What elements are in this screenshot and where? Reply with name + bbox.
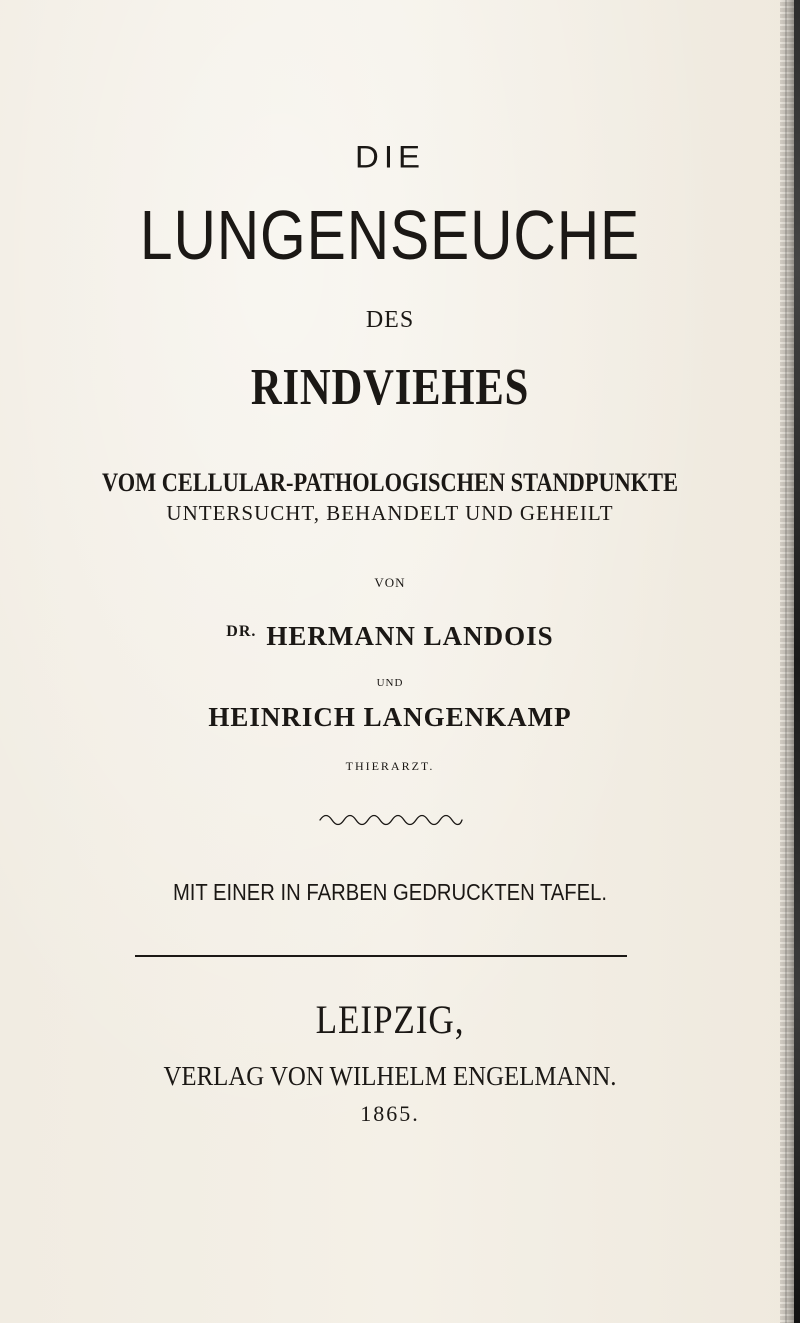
publisher-line: VERLAG VON WILHELM ENGELMANN. (163, 1061, 617, 1091)
horizontal-rule (135, 955, 627, 957)
publication-city: LEIPZIG, (315, 997, 465, 1042)
author-two-profession: THIERARZT. (345, 759, 435, 773)
genitive-heading: DES (365, 307, 415, 333)
publication-year: 1865. (360, 1101, 420, 1126)
subject-title: RINDVIEHES (250, 359, 530, 416)
perspective-subtitle: VOM CELLULAR-PATHOLOGISCHEN STANDPUNKTE (101, 468, 679, 497)
by-label: VON (374, 575, 406, 590)
decorative-ornament (318, 808, 464, 828)
author-two-name: HEINRICH LANGENKAMP (208, 702, 572, 732)
author-one-name: HERMANN LANDOIS (266, 621, 554, 651)
and-label: UND (376, 677, 404, 689)
author-one-line (0, 623, 780, 650)
main-title: LUNGENSEUCHE (139, 196, 641, 274)
plate-note: MIT EINER IN FARBEN GEDRUCKTEN TAFEL. (172, 879, 608, 905)
doctor-title: DR. (226, 623, 257, 640)
treatment-subtitle: UNTERSUCHT, BEHANDELT UND GEHEILT (166, 501, 614, 525)
article-heading: DIE (354, 138, 425, 175)
ornament-wave (320, 816, 462, 825)
book-spine-edge (780, 0, 800, 1323)
